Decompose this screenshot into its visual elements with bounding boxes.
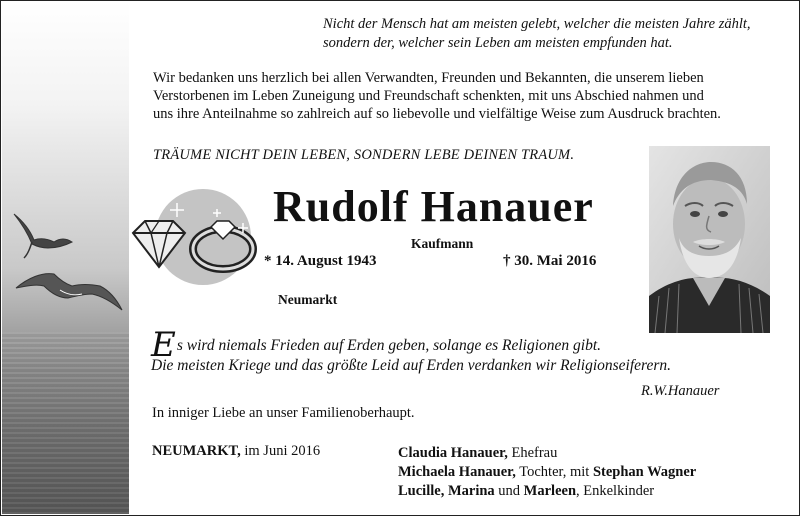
portrait-photo xyxy=(649,146,770,333)
religion-quote-line-1-text: s wird niemals Frieden auf Erden geben, solange es Religionen gibt. xyxy=(176,337,602,354)
top-quote xyxy=(323,15,788,53)
death-date: † 30. Mai 2016 xyxy=(503,253,597,269)
top-quote-line-2: sondern der, welcher sein Leben am meisten empfunden hat. xyxy=(323,35,673,51)
survivor-name: Michaela Hanauer, xyxy=(398,464,516,480)
thanks-line-1: Wir bedanken uns herzlich bei allen Verwandten, Freunden und Bekannten, die unserem lieben xyxy=(153,70,704,86)
survivor-relation: und xyxy=(494,483,524,499)
survivor-relation: Ehefrau xyxy=(507,445,558,461)
top-quote-line-1: Nicht der Mensch hat am meisten gelebt, welcher die meisten Jahre zählt, xyxy=(323,16,751,32)
dateline-date: im Juni 2016 xyxy=(240,443,321,459)
survivor-row xyxy=(398,444,696,463)
deceased-name: Rudolf Hanauer xyxy=(273,182,594,231)
dateline xyxy=(152,443,320,460)
religion-quote xyxy=(151,325,751,376)
survivor-name: Lucille, Marina xyxy=(398,483,495,499)
survivor-row xyxy=(398,482,696,501)
motto: TRÄUME NICHT DEIN LEBEN, SONDERN LEBE DEINEN TRAUM. xyxy=(153,147,575,163)
survivors-list xyxy=(398,444,696,501)
survivor-relation-2: , Enkelkinder xyxy=(576,483,655,499)
birth-date: * 14. August 1943 xyxy=(264,253,377,269)
thanks-line-3: uns ihre Anteilnahme so zahlreich auf so liebevolle und vielfältige Weise zum Ausdruck brachten. xyxy=(153,106,721,122)
thanks-paragraph xyxy=(153,69,778,123)
survivor-partner-name: Stephan Wagner xyxy=(592,464,697,480)
survivor-name: Claudia Hanauer, xyxy=(398,445,508,461)
thanks-line-2: Verstorbenen im Leben Zuneigung und Freundschaft schenkten, mit uns Abschied nahmen und xyxy=(153,88,704,104)
closing-line: In inniger Liebe an unser Familienoberhaupt. xyxy=(152,405,415,421)
seagulls-icon xyxy=(2,2,129,514)
survivor-relation: Tochter, mit xyxy=(515,464,593,480)
quote-author: R.W.Hanauer xyxy=(641,383,720,399)
quote-initial-letter: E xyxy=(151,325,176,365)
diamond-ring-icon xyxy=(131,187,261,292)
survivor-row xyxy=(398,463,696,482)
survivor-name-2: Marleen xyxy=(523,483,577,499)
religion-quote-line-1 xyxy=(151,325,751,365)
deceased-place: Neumarkt xyxy=(278,292,338,307)
dateline-city: NEUMARKT, xyxy=(152,443,241,459)
religion-quote-line-2: Die meisten Kriege und das größte Leid auf Erden verdanken wir Religionseiferern. xyxy=(151,357,672,374)
seagulls-photo xyxy=(2,2,129,514)
deceased-profession: Kaufmann xyxy=(411,236,474,251)
